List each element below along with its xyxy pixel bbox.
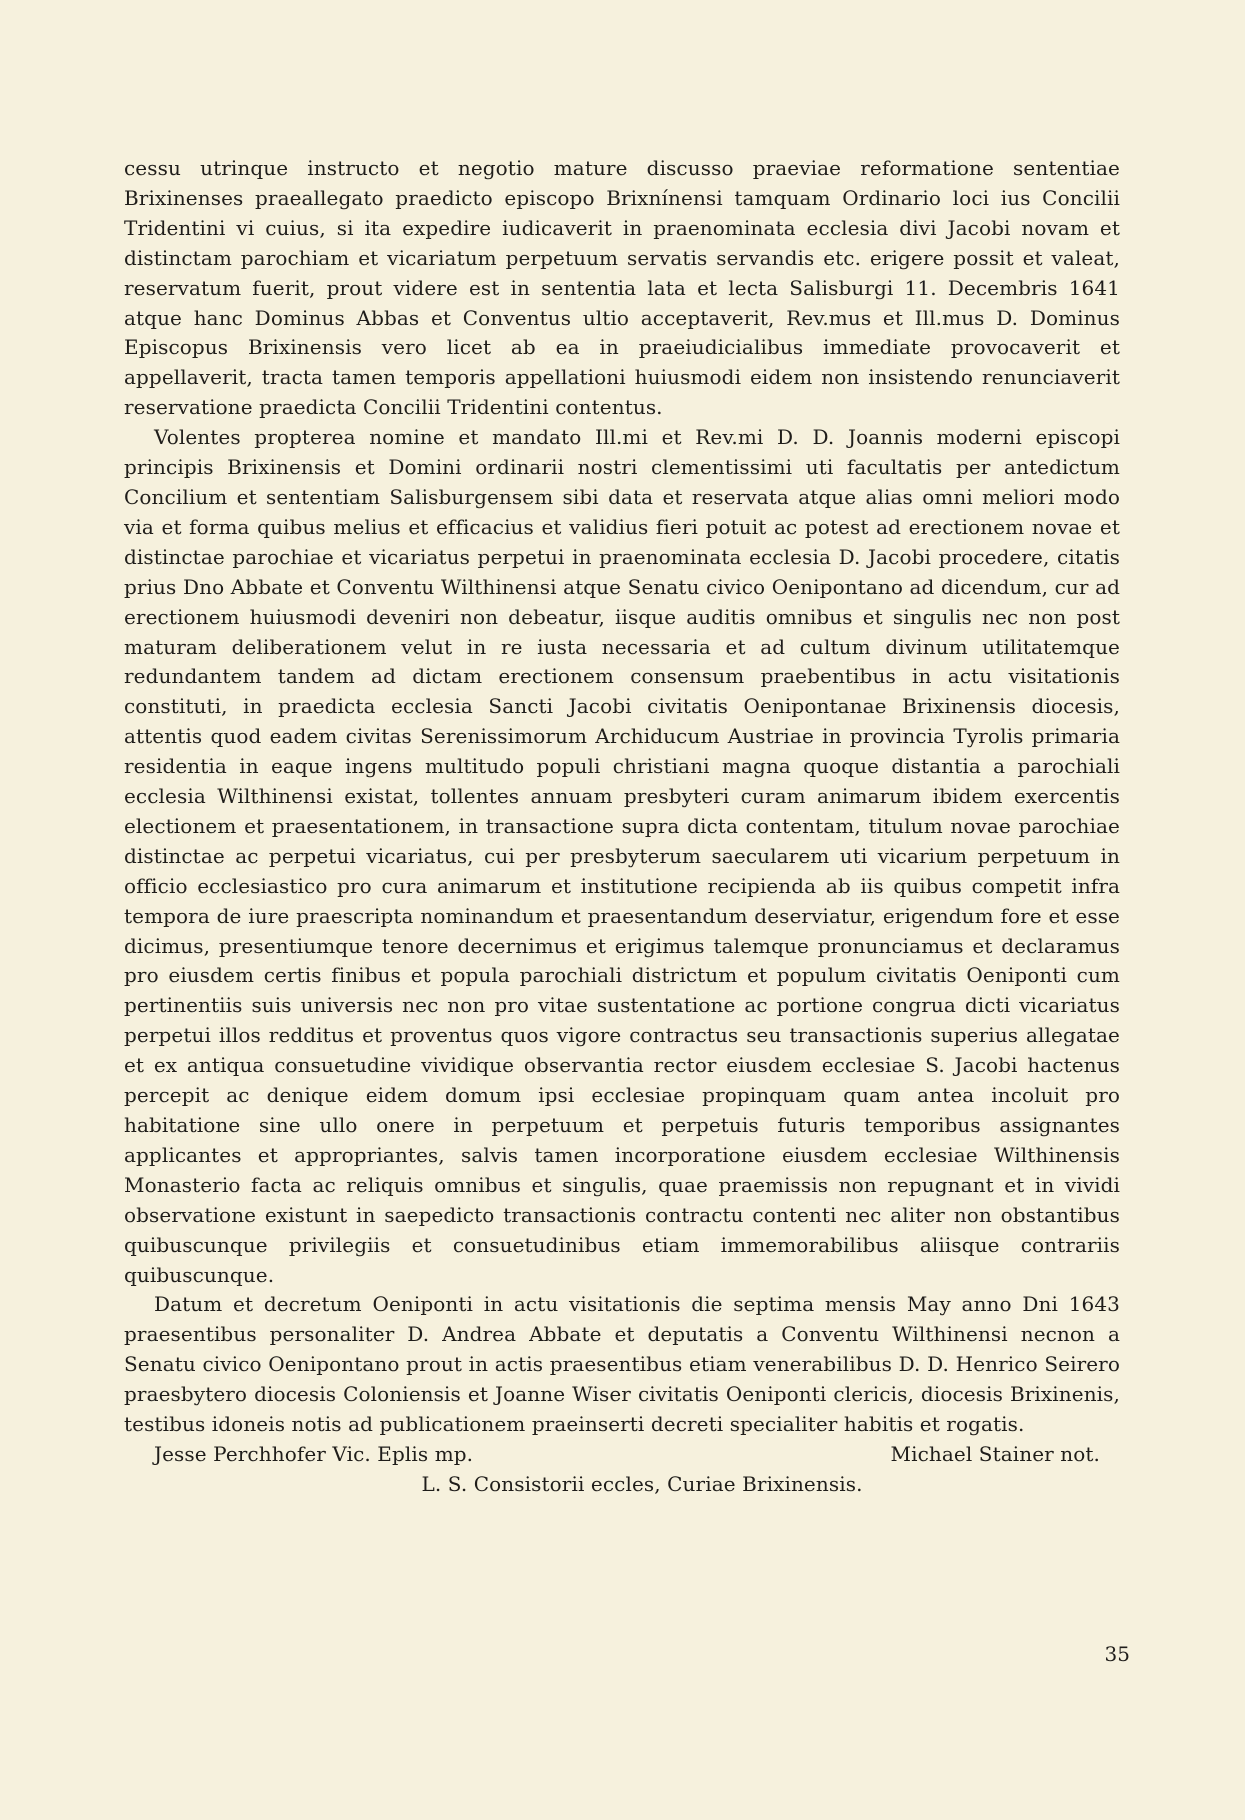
- seal-line: L. S. Consistorii eccles, Curiae Brixinensis.: [421, 1471, 863, 1496]
- document-body: [124, 154, 1120, 1500]
- signature-row: [124, 1440, 1120, 1470]
- paragraph-2: Volentes propterea nomine et mandato Ill.mi et Rev.mi D. D. Joannis moderni episcopi principis Brixinensis et Domini ordinarii nostri clementissimi uti facultatis per antedictum Concilium et sententiam Salisburgensem sibi data et reservata atque alias omni meliori modo via et forma quibus melius et efficacius et validius fieri potuit ac potest ad erectionem novae et distinctae parochiae et vicariatus perpetui in praenominata ecclesia D. Jacobi procedere, citatis prius Dno Abbate et Conventu Wilthinensi atque Senatu civico Oenipontano ad dicendum, cur ad erectionem huiusmodi deveniri non debeatur, iisque auditis omnibus et singulis nec non post maturam deliberationem velut in re iusta necessaria et ad cultum divinum utilitatemque redundantem tandem ad dictam erectionem consensum praebentibus in actu visitationis constituti, in praedicta ecclesia Sancti Jacobi civitatis Oenipontanae Brixinensis diocesis, attentis quod eadem civitas Serenissimorum Archiducum Austriae in provincia Tyrolis primaria residentia in eaque ingens multitudo populi christiani magna quoque distantia a parochiali ecclesia Wilthinensi existat, tollentes annuam presbyteri curam animarum ibidem exercentis electionem et praesentationem, in transactione supra dicta contentam, titulum novae parochiae distinctae ac perpetui vicariatus, cui per presbyterum saecularem uti vicarium perpetuum in officio ecclesiastico pro cura animarum et institutione recipienda ab iis quibus competit infra tempora de iure praescripta nominandum et praesentandum deserviatur, erigendum fore et esse dicimus, presentiumque tenore decernimus et erigimus talemque pronunciamus et declaramus pro eiusdem certis finibus et popula parochiali districtum et populum civitatis Oeniponti cum pertinentiis suis universis nec non pro vitae sustentatione ac portione congrua dicti vicariatus perpetui illos redditus et proventus quos vigore contractus seu transactionis superius allegatae et ex antiqua consuetudine vividique observantia rector eiusdem ecclesiae S. Jacobi hactenus percepit ac denique eidem domum ipsi ecclesiae propinquam quam antea incoluit pro habitatione sine ullo onere in perpetuum et perpetuis futuris temporibus assignantes applicantes et appropriantes, salvis tamen incorporatione eiusdem ecclesiae Wilthinensis Monasterio facta ac reliquis omnibus et singulis, quae praemissis non repugnant et in vividi observatione existunt in saepedicto transactionis contractu contenti nec aliter non obstantibus quibuscunque privilegiis et consuetudinibus etiam immemorabilibus aliisque contrariis quibuscunque.: [124, 425, 1120, 1287]
- signature-left: Jesse Perchhofer Vic. Eplis mp.: [154, 1441, 474, 1466]
- paragraph-1: cessu utrinque instructo et negotio mature discusso praeviae reformatione sententiae Brixinenses praeallegato praedicto episcopo Brixnínensi tamquam Ordinario loci ius Concilii Tridentini vi cuius, si ita expedire iudicaverit in praenominata ecclesia divi Jacobi novam et distinctam parochiam et vicariatum perpetuum servatis servandis etc. erigere possit et valeat, reservatum fuerit, prout videre est in sententia lata et lecta Salisburgi 11. Decembris 1641 atque hanc Dominus Abbas et Conventus ultio acceptaverit, Rev.mus et Ill.mus D. Dominus Episcopus Brixinensis vero licet ab ea in praeiudicialibus immediate provocaverit et appellaverit, tracta tamen temporis appellationi huiusmodi eidem non insistendo renunciaverit reservatione praedicta Concilii Tridentini contentus.: [124, 156, 1120, 420]
- signature-right: Michael Stainer not.: [890, 1441, 1100, 1466]
- page-number: 35: [1104, 1642, 1130, 1666]
- paragraph-3: Datum et decretum Oeniponti in actu visitationis die septima mensis May anno Dni 1643 praesentibus personaliter D. Andrea Abbate et deputatis a Conventu Wilthinensi necnon a Senatu civico Oenipontano prout in actis praesentibus etiam venerabilibus D. D. Henrico Seirero praesbytero diocesis Coloniensis et Joanne Wiser civitatis Oeniponti clericis, diocesis Brixinenis, testibus idoneis notis ad publicationem praeinserti decreti specialiter habitis et rogatis.: [124, 1292, 1120, 1437]
